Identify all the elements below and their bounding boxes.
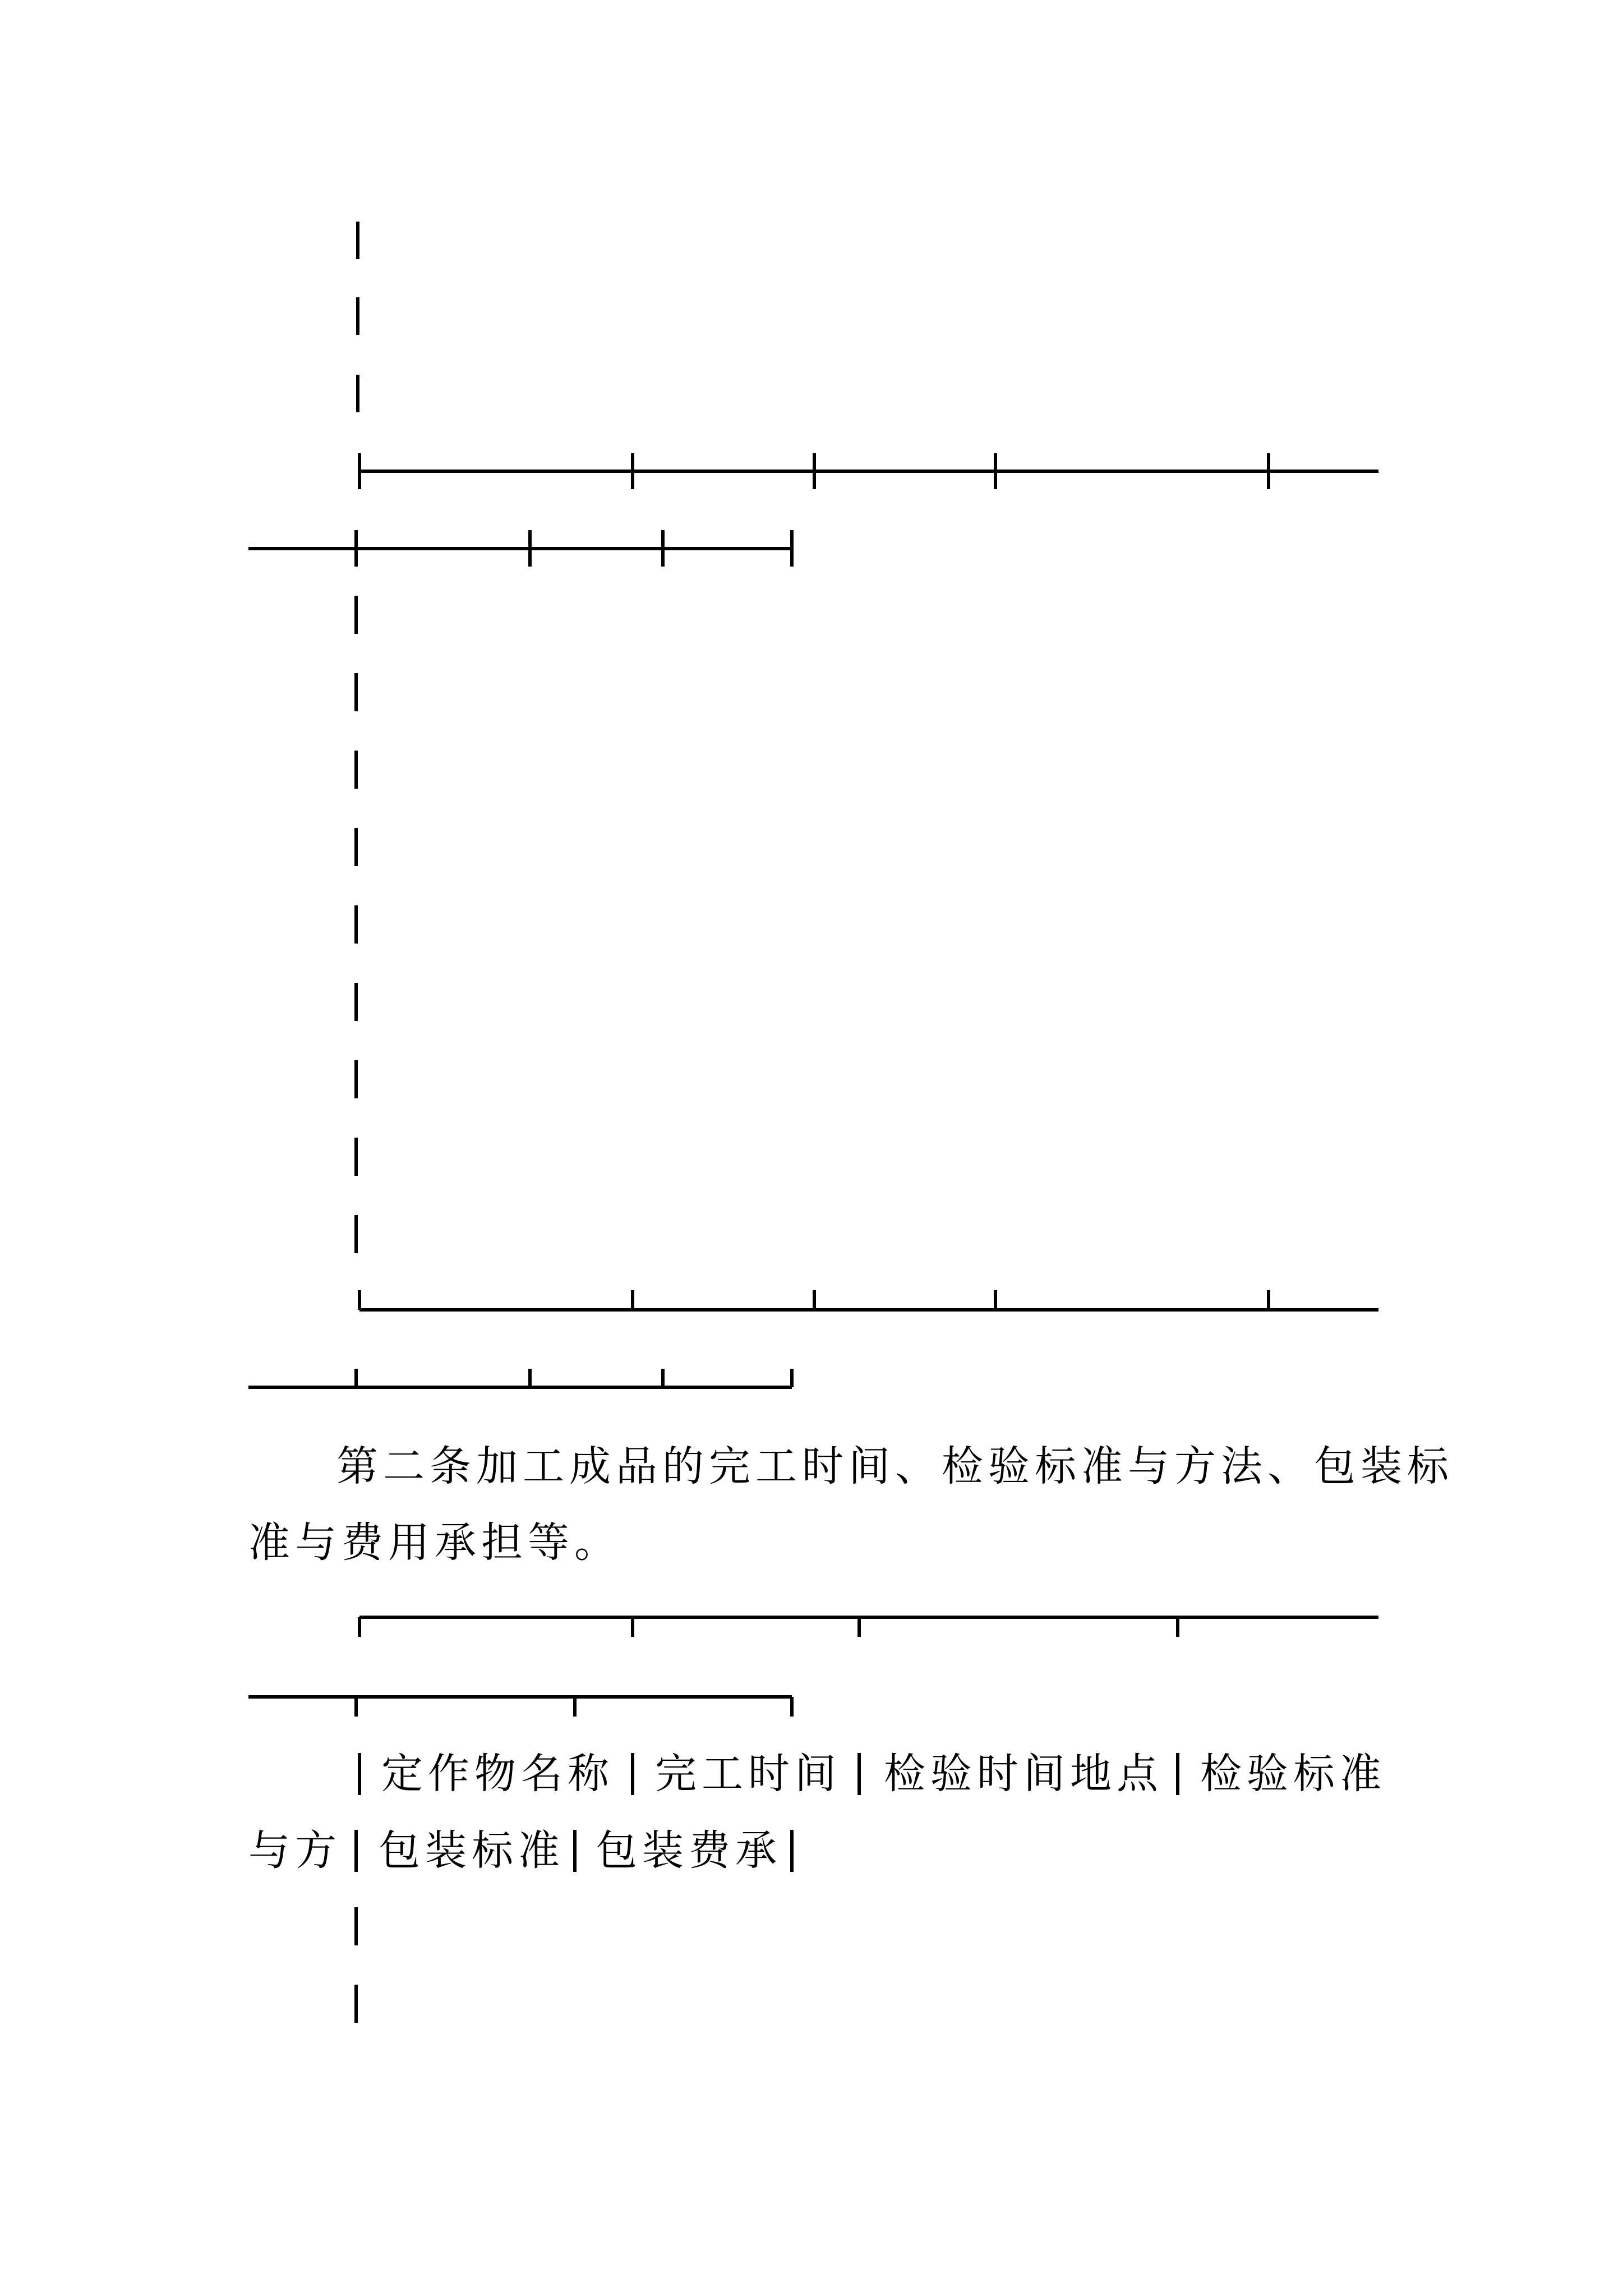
article-line-1: 第二条加工成品的完工时间、检验标准与方法、包装标	[336, 1442, 1454, 1490]
table2-header-cell: 检验标准	[1200, 1750, 1386, 1798]
table2-top-rule-line1	[359, 1617, 1378, 1637]
table2-header-cell: 检验时间地点	[884, 1750, 1163, 1798]
table1-bottom-rule-line1	[359, 1290, 1378, 1310]
table1-bottom-rule-line2	[248, 1369, 792, 1387]
table2-header-wrap: 与方	[248, 1826, 342, 1875]
table2-top-rule-line2	[248, 1697, 792, 1717]
table2-header-cell: 包装费承	[596, 1826, 782, 1875]
article-line-2: 准与费用承担等。	[248, 1519, 621, 1567]
table2-header-cell: 定作物名称	[381, 1750, 614, 1798]
table2-header-cell: 包装标准	[379, 1826, 565, 1875]
table1-top-rule-line1	[359, 453, 1378, 489]
table1-top-rule-line2	[248, 530, 792, 567]
table2-header-cell: 完工时间	[655, 1750, 841, 1798]
